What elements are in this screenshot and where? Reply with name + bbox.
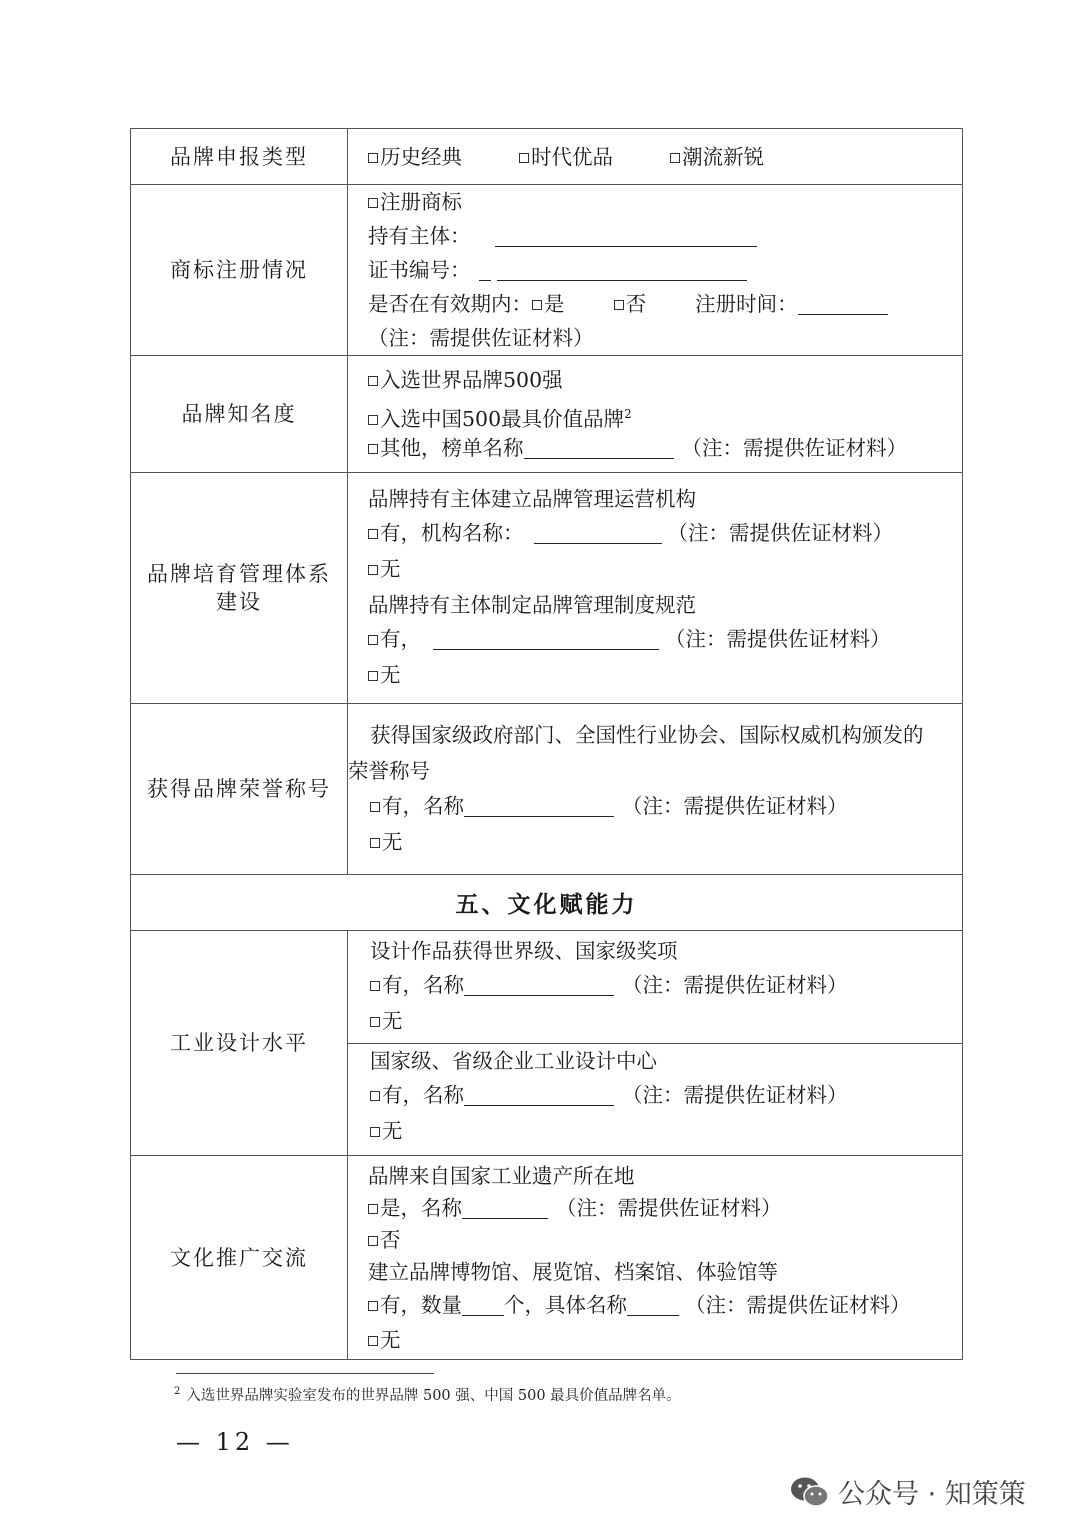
rules-yes-option: 有， [380, 627, 421, 651]
org-yes-option: 有，机构名称： [380, 521, 524, 545]
china-500-option: 入选中国500最具价值品牌 [380, 407, 625, 431]
footnote [174, 1384, 681, 1405]
cert-no-label: 证书编号： [368, 258, 471, 282]
museum-yes: 有，数量 [380, 1292, 462, 1317]
valid-question: 是否在有效期内： [368, 292, 532, 316]
checkbox-icon[interactable] [370, 838, 380, 848]
footnote-mark: 2 [174, 1386, 181, 1398]
management-q1: 品牌持有主体建立品牌管理运营机构 [368, 487, 696, 511]
footnote-divider [176, 1373, 434, 1374]
org-none-option: 无 [380, 557, 401, 581]
checkbox-icon[interactable] [368, 198, 378, 208]
content-management [348, 473, 963, 704]
design-center-name-field[interactable] [464, 1081, 614, 1106]
museum-mid: 个，具体名称 [504, 1292, 627, 1317]
holder-label: 持有主体： [368, 224, 471, 248]
checkbox-icon[interactable] [368, 635, 378, 645]
other-list-option: 其他，榜单名称 [380, 436, 524, 460]
checkbox-icon[interactable] [532, 300, 542, 310]
label-management-line1: 品牌培育管理体系 [147, 562, 331, 586]
checkbox-icon[interactable] [368, 529, 378, 539]
label-awareness: 品牌知名度 [131, 356, 348, 473]
checkbox-icon[interactable] [370, 1017, 380, 1027]
row-trademark [131, 185, 963, 356]
application-form-table [130, 128, 963, 1360]
wechat-icon [790, 1475, 830, 1509]
design-q2: 国家级、省级企业工业设计中心 [370, 1048, 657, 1073]
option-era-quality[interactable]: 时代优品 [519, 145, 613, 169]
checkbox-icon[interactable] [368, 1204, 378, 1214]
watermark [790, 1472, 1026, 1511]
registered-trademark-option: 注册商标 [380, 190, 462, 214]
label-honor: 获得品牌荣誉称号 [131, 704, 348, 875]
row-section5 [131, 875, 963, 931]
management-q2: 品牌持有主体制定品牌管理制度规范 [368, 593, 696, 617]
holder-field[interactable] [495, 222, 757, 247]
row-brand-type [131, 129, 963, 185]
checkbox-icon[interactable] [670, 153, 680, 163]
honor-q-line1: 获得国家级政府部门、全国性行业协会、国际权威机构颁发的 [370, 723, 924, 747]
museum-count-field[interactable] [462, 1291, 504, 1316]
reg-time-label: 注册时间： [695, 292, 798, 316]
watermark-text: 公众号 · 知策策 [838, 1479, 1026, 1510]
checkbox-icon[interactable] [368, 671, 378, 681]
design-center-block [348, 1043, 962, 1155]
checkbox-icon[interactable] [614, 300, 624, 310]
design-center-yes: 有，名称 [382, 1082, 464, 1107]
design-award-name-field[interactable] [464, 971, 614, 996]
culture-note-2: （注：需提供佐证材料） [685, 1292, 911, 1317]
design-award-none: 无 [382, 1008, 403, 1033]
checkbox-icon[interactable] [368, 376, 378, 386]
row-culture [131, 1156, 963, 1360]
honor-name-field[interactable] [464, 792, 614, 817]
honor-q-line2: 荣誉称号 [348, 759, 430, 783]
cert-no-field-prefix[interactable] [479, 256, 491, 281]
checkbox-icon[interactable] [368, 1336, 378, 1346]
list-name-field[interactable] [524, 434, 674, 459]
label-industrial-design: 工业设计水平 [131, 931, 348, 1156]
design-award-block [348, 932, 962, 1043]
design-note-1: （注：需提供佐证材料） [622, 972, 848, 997]
cert-no-field[interactable] [497, 256, 747, 281]
content-honor [348, 704, 963, 875]
awareness-note: （注：需提供佐证材料） [681, 436, 907, 460]
content-awareness [348, 356, 963, 473]
checkbox-icon[interactable] [519, 153, 529, 163]
reg-time-field[interactable] [798, 290, 888, 315]
checkbox-icon[interactable] [368, 153, 378, 163]
label-brand-type: 品牌申报类型 [131, 129, 348, 185]
design-center-none: 无 [382, 1118, 403, 1143]
label-trademark: 商标注册情况 [131, 185, 348, 356]
row-honor [131, 704, 963, 875]
option-trend-new[interactable]: 潮流新锐 [670, 145, 764, 169]
design-award-yes: 有，名称 [382, 972, 464, 997]
museum-name-field[interactable] [627, 1291, 679, 1316]
content-brand-type [348, 129, 963, 185]
footnote-ref: 2 [624, 407, 632, 421]
culture-note-1: （注：需提供佐证材料） [556, 1195, 782, 1220]
design-note-2: （注：需提供佐证材料） [622, 1082, 848, 1107]
label-management-line2: 建设 [216, 590, 262, 614]
rules-none-option: 无 [380, 663, 401, 687]
honor-yes-option: 有，名称 [382, 794, 464, 818]
checkbox-icon[interactable] [370, 981, 380, 991]
checkbox-icon[interactable] [368, 415, 378, 425]
option-history-classic[interactable]: 历史经典 [368, 145, 462, 169]
label-culture: 文化推广交流 [131, 1156, 348, 1360]
content-trademark [348, 185, 963, 356]
management-note-2: （注：需提供佐证材料） [665, 627, 891, 651]
valid-yes: 是 [544, 292, 565, 316]
checkbox-icon[interactable] [368, 1236, 378, 1246]
museum-none: 无 [380, 1327, 401, 1352]
checkbox-icon[interactable] [368, 565, 378, 575]
label-management [131, 473, 348, 704]
valid-no: 否 [625, 292, 647, 316]
checkbox-icon[interactable] [368, 444, 378, 454]
heritage-name-field[interactable] [462, 1194, 548, 1219]
rules-field[interactable] [433, 625, 659, 650]
honor-note: （注：需提供佐证材料） [622, 794, 848, 818]
honor-none-option: 无 [382, 830, 403, 854]
footnote-text: 入选世界品牌实验室发布的世界品牌 500 强、中国 500 最具价值品牌名单。 [186, 1388, 681, 1404]
culture-q1: 品牌来自国家工业遗产所在地 [368, 1163, 635, 1188]
checkbox-icon[interactable] [370, 1091, 380, 1101]
heritage-no: 否 [380, 1227, 401, 1252]
section5-title: 五、文化赋能力 [131, 875, 963, 931]
content-industrial-design [348, 931, 963, 1156]
world-500-option: 入选世界品牌500强 [380, 368, 563, 392]
heritage-yes: 是，名称 [380, 1195, 462, 1220]
design-q1: 设计作品获得世界级、国家级奖项 [370, 938, 678, 963]
trademark-note: （注：需提供佐证材料） [368, 326, 594, 350]
row-management [131, 473, 963, 704]
page-number: — 12 — [176, 1428, 294, 1456]
checkbox-icon[interactable] [370, 802, 380, 812]
content-culture [348, 1156, 963, 1360]
row-awareness [131, 356, 963, 473]
management-note-1: （注：需提供佐证材料） [667, 521, 893, 545]
row-industrial-design [131, 931, 963, 1156]
checkbox-icon[interactable] [370, 1127, 380, 1137]
org-name-field[interactable] [534, 519, 662, 544]
checkbox-icon[interactable] [368, 1301, 378, 1311]
culture-q2: 建立品牌博物馆、展览馆、档案馆、体验馆等 [368, 1259, 778, 1284]
